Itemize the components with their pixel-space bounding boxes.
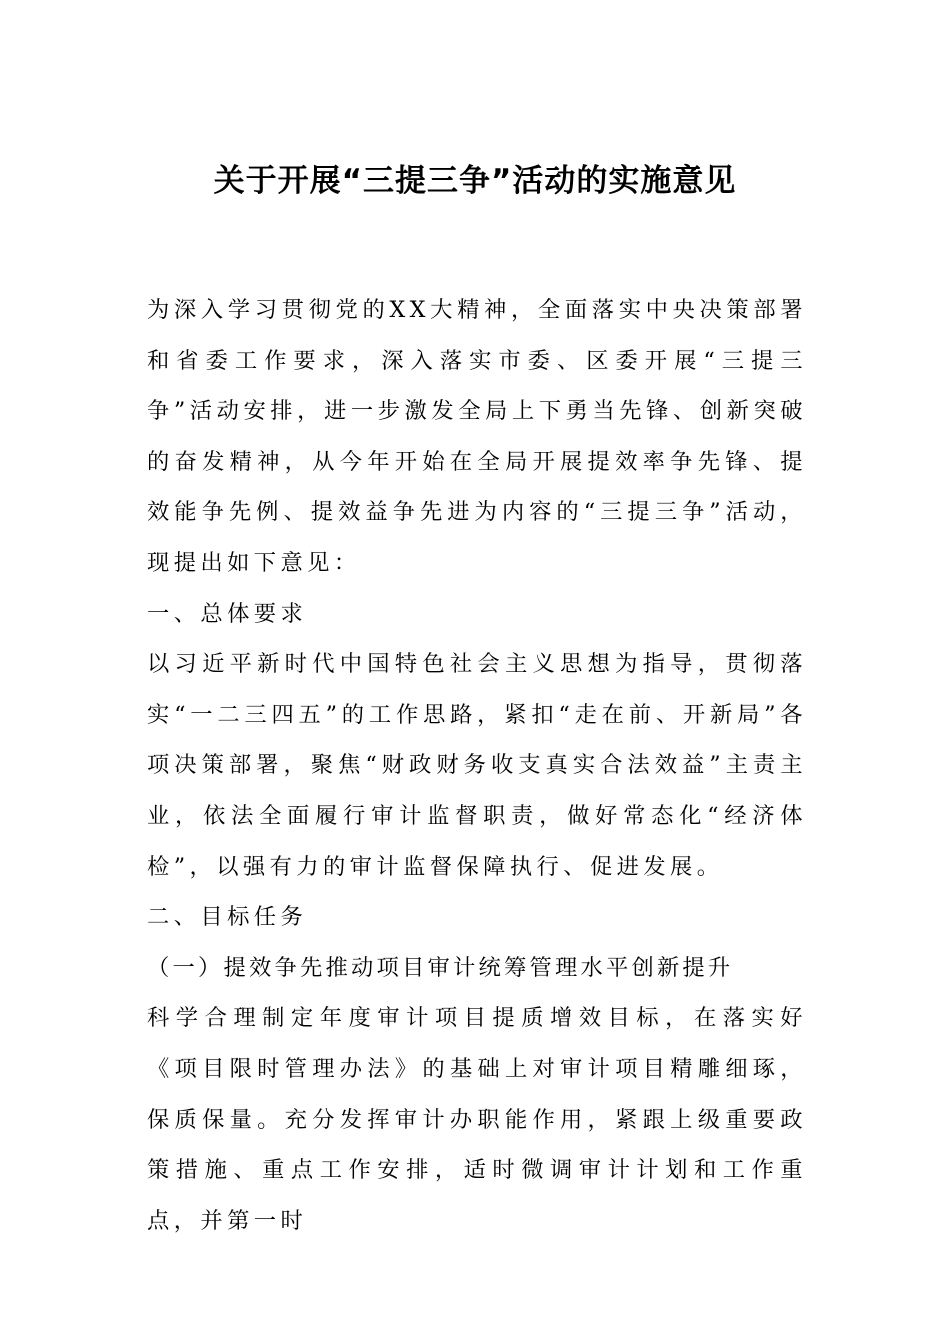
document-body bbox=[147, 285, 807, 1246]
general-requirements-paragraph: 以习近平新时代中国特色社会主义思想为指导，贯彻落实“一二三四五”的工作思路，紧扣“走在前、开新局”各项决策部署，聚焦“财政财务收支真实合法效益”主责主业，依法全面履行审计监督职责，做好常态化“经济体检”，以强有力的审计监督保障执行、促进发展。 bbox=[147, 651, 807, 880]
intro-paragraph: 为深入学习贯彻党的XX大精神，全面落实中央决策部署和省委工作要求，深入落实市委、区委开展“三提三争”活动安排，进一步激发全局上下勇当先锋、创新突破的奋发精神，从今年开始在全局开展提效率争先锋、提效能争先例、提效益争先进为内容的“三提三争”活动，现提出如下意见： bbox=[147, 297, 807, 576]
document-title: 关于开展“三提三争”活动的实施意见 bbox=[213, 163, 737, 199]
section-heading-goals-tasks: 二、目标任务 bbox=[147, 904, 308, 931]
subsection-heading-1: （一）提效争先推动项目审计统筹管理水平创新提升 bbox=[147, 954, 734, 981]
subsection-1-paragraph: 科学合理制定年度审计项目提质增效目标，在落实好《项目限时管理办法》的基础上对审计项目精雕细琢，保质保量。充分发挥审计办职能作用，紧跟上级重要政策措施、重点工作安排，适时微调审计计划和工作重点，并第一时 bbox=[147, 1005, 807, 1234]
section-heading-general-requirements: 一、总体要求 bbox=[147, 600, 308, 627]
